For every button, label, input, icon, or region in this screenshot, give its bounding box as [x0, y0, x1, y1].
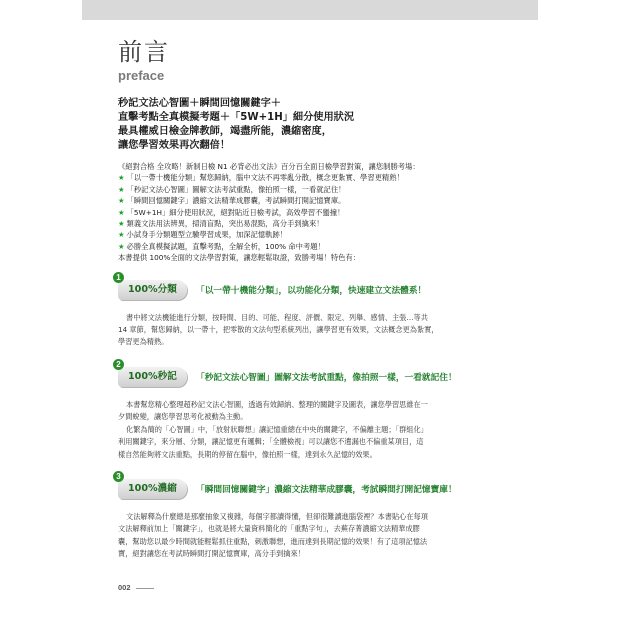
- star-icon: ★: [118, 207, 125, 217]
- feature-section-2: [116, 359, 500, 461]
- section-title: 「以一帶十機能分類」，以功能化分類，快速建立文法體系！: [196, 285, 427, 296]
- intro-block: [118, 97, 500, 153]
- star-icon: ★: [118, 241, 125, 251]
- page-number-rule: [136, 588, 154, 589]
- feature-section-3: [116, 471, 500, 561]
- list-item: ★ 「5W+1H」細分使用狀況，絕對貼近日檢考試，高效學習不蠻撞！: [118, 207, 345, 217]
- intro-line: 最具權威日檢金牌教師，竭盡所能，濃縮密度，: [118, 126, 332, 137]
- section-badge: 100%濃縮: [118, 479, 187, 499]
- section-number-icon: 1: [113, 272, 124, 283]
- list-item: ★ 「以一帶十機能分類」幫您歸納，腦中文法不再零亂分散，概念更紮實、學習更精熟！: [118, 173, 404, 183]
- star-icon: ★: [118, 230, 125, 240]
- star-icon: ★: [118, 173, 125, 183]
- page-subtitle: preface: [118, 68, 165, 83]
- page-content: [118, 20, 500, 561]
- lead-text: 《絕對合格 全攻略！新制日檢 N1 必背必出文法》百分百全面日檢學習對策，讓您制勝考場：: [118, 162, 420, 171]
- section-number-icon: 2: [113, 359, 124, 370]
- section-badge: 100%分類: [118, 280, 187, 300]
- section-body: 書中將文法機能進行分類，按時間、目的、可能、程度、評價、限定、列舉、感情、主張…等共 14 章節，幫您歸納，以一帶十，把零散的文法句型系統列出，讓學習更有效果，文法概念更為紮實， 學習更為精熟。: [118, 312, 439, 347]
- list-item: ★ 小試身手分類題型立驗學習成果，加深記憶軌跡！: [118, 230, 288, 240]
- star-icon: ★: [118, 196, 125, 206]
- closing-text: 本書提供 100%全面的文法學習對策，讓您輕鬆取證，致勝考場！特色有：: [118, 253, 361, 263]
- list-item: ★ 類義文法用法辨異，掃清盲點，突出易混點，高分手到擒來！: [118, 219, 324, 229]
- star-icon: ★: [118, 219, 125, 229]
- section-badge: 100%秒記: [118, 367, 187, 387]
- top-gray-bar: [82, 0, 538, 20]
- section-body: 文法解釋為什麼總是那麼抽象又複雜，每個字都讀得懂，但卻很難讀進腦袋裡？本書貼心在每項 文法解釋前加上「關鍵字」，也就是將大量資料簡化的「重點字句」，去蕪存菁濃縮文法精華成膠 囊，幫助您以最少時間就能輕鬆抓住重點，刺激聯想，進而達到長期記憶的效果！有了這項記憶法 寶，絕對讓您在考試時瞬間打開記憶寶庫，高分手到擒來！: [118, 511, 428, 559]
- intro-line: 秒記文法心智圖＋瞬間回憶關鍵字＋: [118, 98, 281, 109]
- section-number-icon: 3: [113, 471, 124, 482]
- list-item: ★ 必勝全真模擬試題，直擊考點，全解全析，100% 命中考題！: [118, 241, 325, 251]
- intro-line: 直擊考點全真模擬考題＋「5W+1H」細分使用狀況: [118, 112, 355, 123]
- page-title: 前言: [118, 38, 170, 66]
- page-number: 002: [118, 583, 131, 592]
- section-body: 本書幫您精心整理超秒記文法心智圖，透過有效歸納、整理的關鍵字及圖表，讓您學習思維在一 夕間蛻變，讓您學習思考化被動為主動。 化繁為簡的「心智圖」中，「放射狀聯想」讓記憶重總在中央的關鍵字，不偏離主題；「群組化」 利用關鍵字，來分層、分類，讓記憶更有邏輯；「全體檢視」可以讓您不遺漏也不偏重某項目，這 樣自然能夠將文法重點，長期的停留在腦中，像拍照一樣，達到永久記憶的效果。: [118, 399, 428, 459]
- star-icon: ★: [118, 184, 125, 194]
- list-item: ★ 「瞬間回憶關鍵字」濃縮文法精華成膠囊，考試瞬間打開記憶寶庫。: [118, 196, 346, 206]
- section-title: 「秒記文法心智圖」圖解文法考試重點，像拍照一樣，一看就記住！: [196, 372, 457, 383]
- section-title: 「瞬間回憶關鍵字」濃縮文法精華成膠囊，考試瞬間打開記憶寶庫！: [196, 484, 457, 495]
- feature-section-1: [116, 272, 500, 349]
- intro-line: 讓您學習效果再次翻倍！: [118, 140, 231, 151]
- feature-star-list: [118, 172, 500, 252]
- list-item: ★ 「秒記文法心智圖」圖解文法考試重點，像拍照一樣，一看就記住！: [118, 184, 346, 194]
